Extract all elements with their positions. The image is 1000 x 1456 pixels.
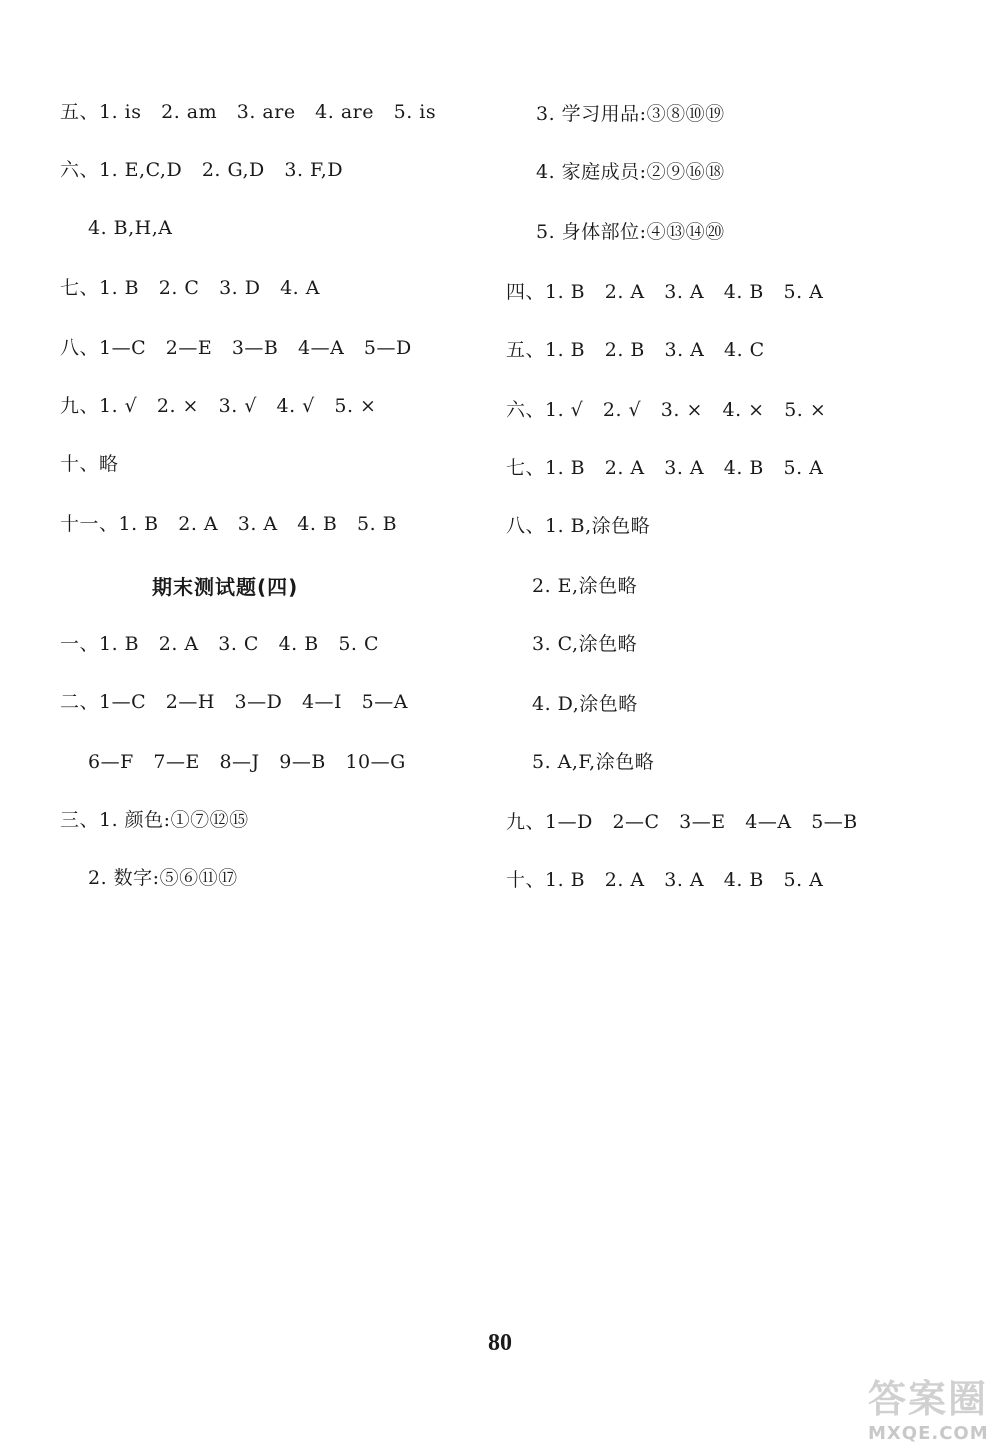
answer-line: 5. 身体部位:④⑬⑭⑳: [536, 221, 725, 243]
answer-line: 二、1—C 2—H 3—D 4—I 5—A: [60, 691, 408, 713]
page-number: 80: [488, 1330, 512, 1356]
answer-line: 4. 家庭成员:②⑨⑯⑱: [536, 161, 725, 183]
answer-line: 九、1. √ 2. × 3. √ 4. √ 5. ×: [60, 395, 377, 417]
answer-line: 4. D,涂色略: [532, 693, 638, 715]
answer-line: 2. E,涂色略: [532, 575, 638, 597]
answer-line: 十、略: [60, 453, 119, 475]
answer-line: 5. A,F,涂色略: [532, 751, 655, 773]
answer-line: 3. 学习用品:③⑧⑩⑲: [536, 103, 725, 125]
answer-line: 十、1. B 2. A 3. A 4. B 5. A: [506, 869, 824, 891]
answer-line: 八、1—C 2—E 3—B 4—A 5—D: [60, 337, 412, 359]
answer-line: 6—F 7—E 8—J 9—B 10—G: [88, 751, 406, 773]
watermark-logo: [868, 1368, 988, 1448]
answer-line: 一、1. B 2. A 3. C 4. B 5. C: [60, 633, 380, 655]
answer-line: 八、1. B,涂色略: [506, 515, 651, 537]
answer-line: 十一、1. B 2. A 3. A 4. B 5. B: [60, 513, 398, 535]
answer-line: 3. C,涂色略: [532, 633, 638, 655]
answer-line: 九、1—D 2—C 3—E 4—A 5—B: [506, 811, 858, 833]
section-heading: 期末测试题(四): [152, 575, 299, 599]
answer-line: 六、1. √ 2. √ 3. × 4. × 5. ×: [506, 399, 827, 421]
answer-line: 4. B,H,A: [88, 217, 173, 239]
answer-line: 五、1. B 2. B 3. A 4. C: [506, 339, 765, 361]
answer-line: 2. 数字:⑤⑥⑪⑰: [88, 867, 238, 889]
answer-line: 三、1. 颜色:①⑦⑫⑮: [60, 809, 249, 831]
answer-line: 五、1. is 2. am 3. are 4. are 5. is: [60, 101, 437, 123]
watermark-url: MXQE.COM: [868, 1423, 989, 1444]
answer-line: 四、1. B 2. A 3. A 4. B 5. A: [506, 281, 824, 303]
answer-line: 七、1. B 2. A 3. A 4. B 5. A: [506, 457, 824, 479]
answer-line: 七、1. B 2. C 3. D 4. A: [60, 277, 320, 299]
watermark-text: 答案圈: [868, 1377, 989, 1421]
answer-line: 六、1. E,C,D 2. G,D 3. F,D: [60, 159, 344, 181]
